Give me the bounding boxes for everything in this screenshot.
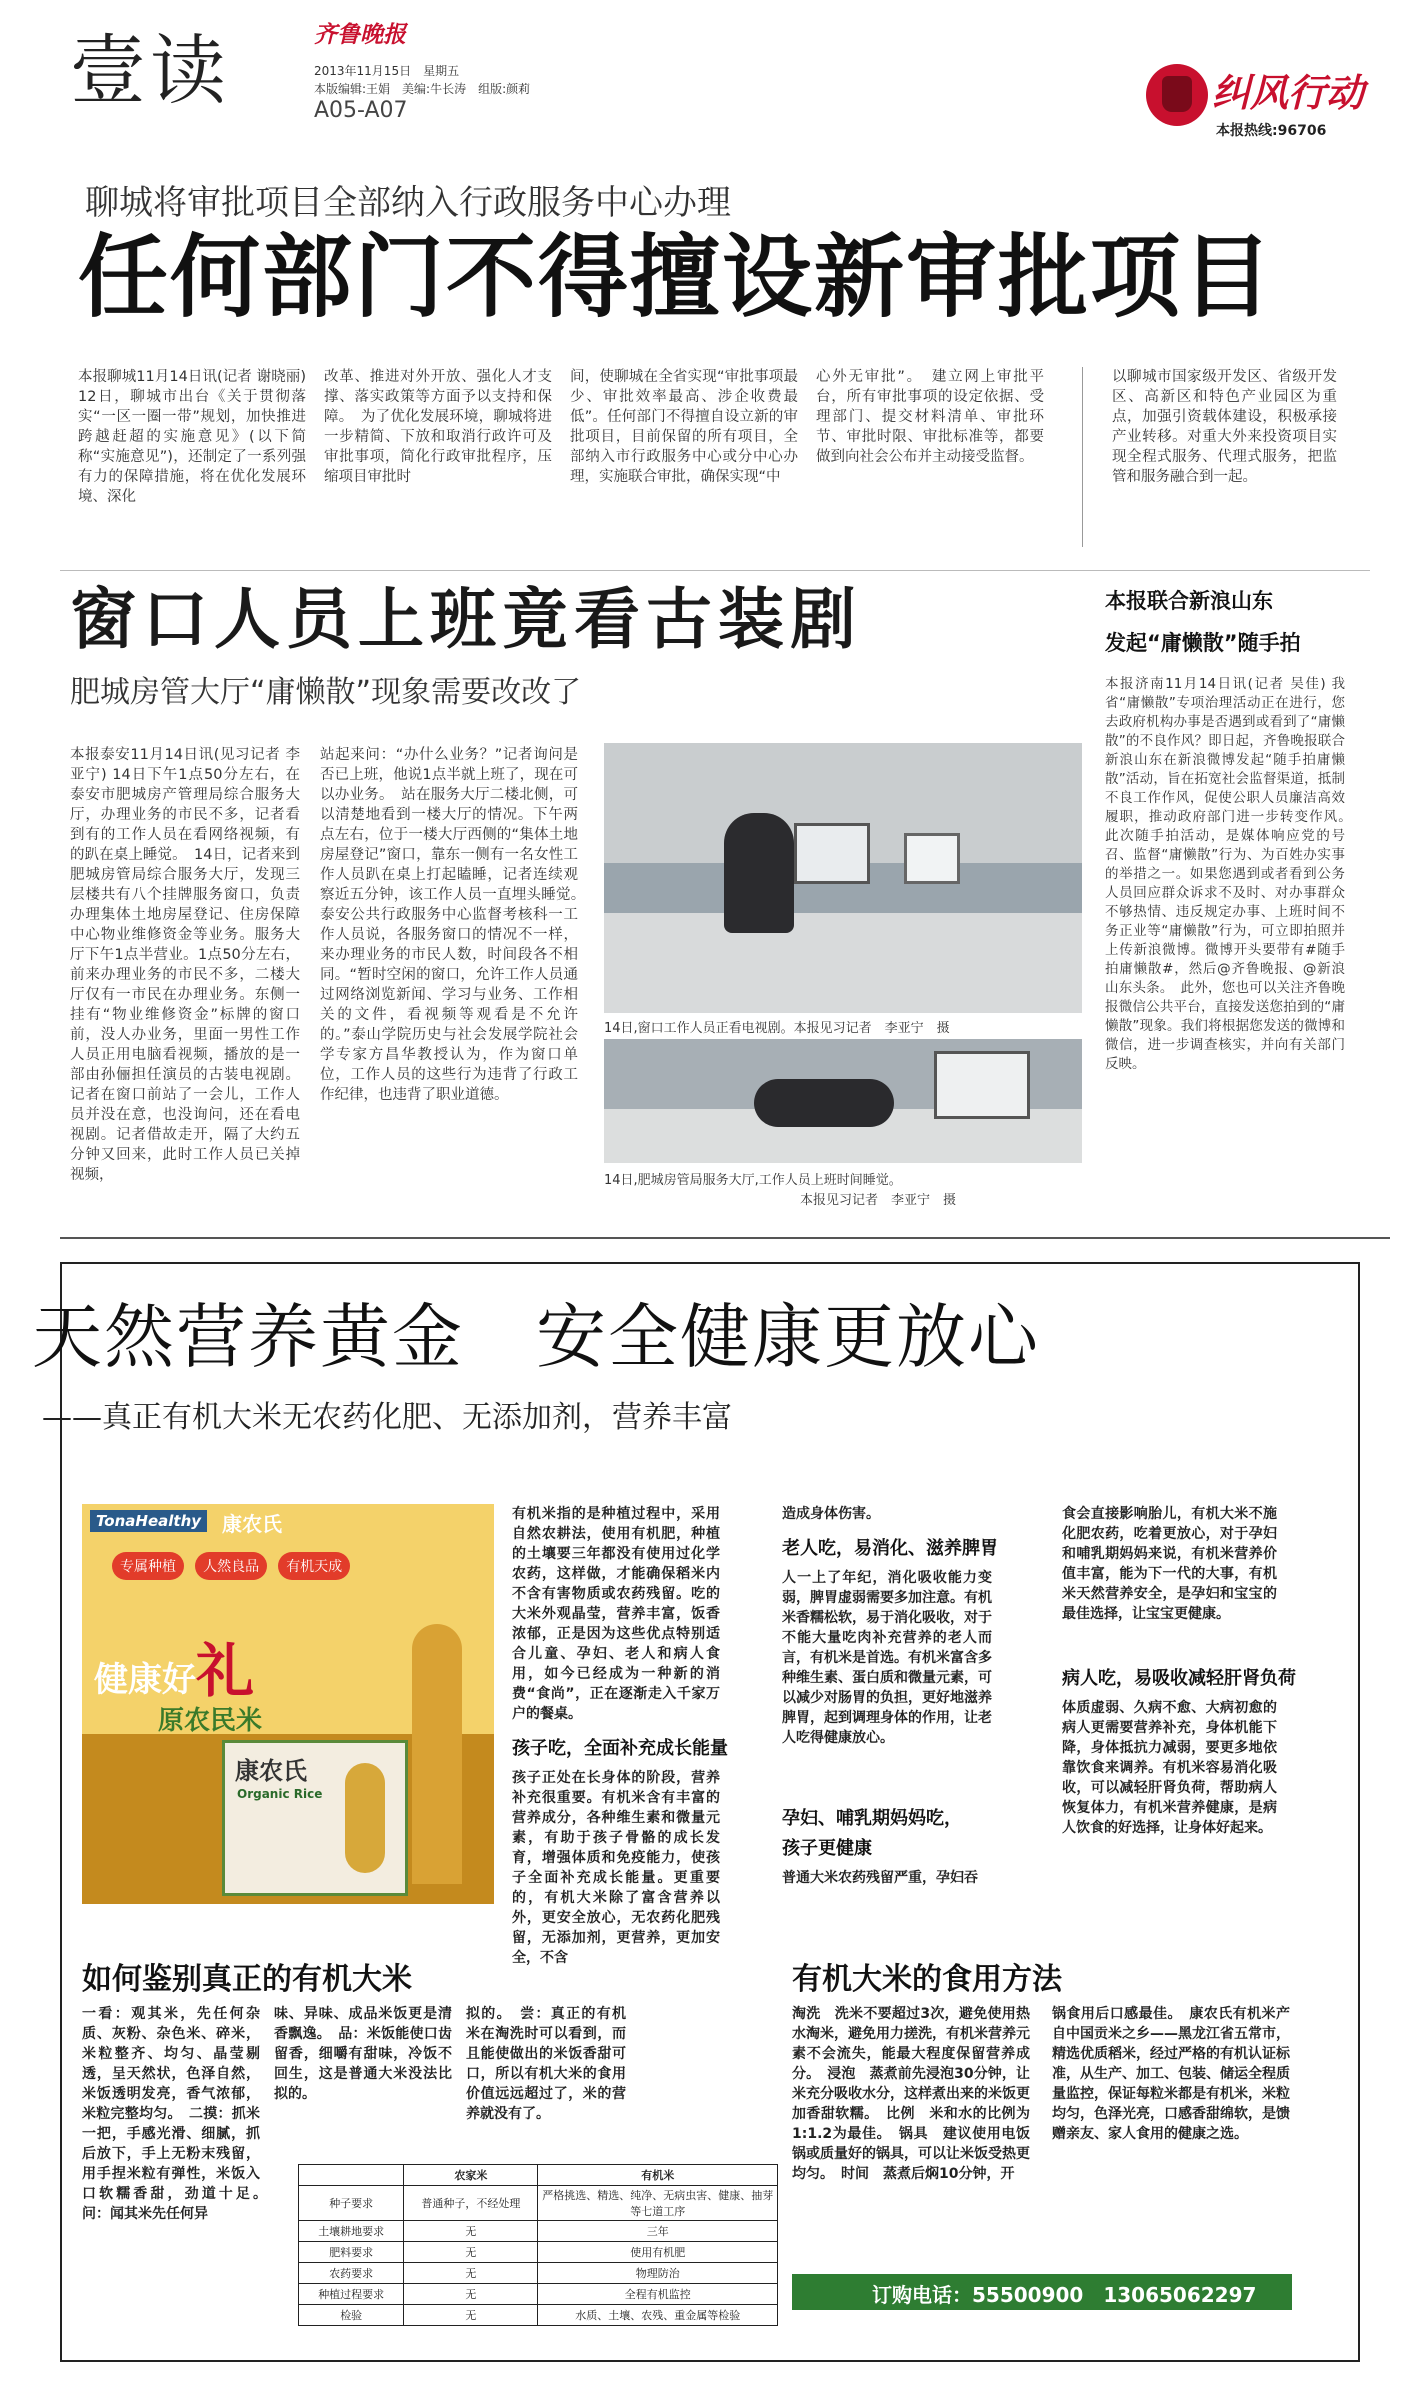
slogan-part-a: 健康好 xyxy=(94,1660,196,1700)
photo2-credit: 本报见习记者 李亚宁 摄 xyxy=(800,1193,957,1208)
product-box xyxy=(222,1740,408,1896)
hotline-label: 本报热线: xyxy=(1216,123,1278,139)
table-cell: 无 xyxy=(404,2221,538,2242)
masthead xyxy=(0,0,1409,165)
box-brand: 康农氏 xyxy=(235,1757,307,1785)
table-row xyxy=(299,2263,778,2284)
article1-kicker: 聊城将审批项目全部纳入行政服务中心办理 xyxy=(85,183,731,223)
slogan-part-c: 原农民米 xyxy=(158,1706,263,1736)
product-tag-1: 专属种植 xyxy=(112,1552,184,1580)
ad-col2-body: 人一上了年纪，消化吸收能力变弱，脾胃虚弱需要多加注意。有机米香糯松软，易于消化吸收，对于不能大量吃肉补充营养的老人而言，有机米是首选。有机米富含多种维生素、蛋白质和微量元素，可以减少对肠胃的负担，更好地滋养脾胃，起到调理身体的作用，让老人吃得健康放心。 xyxy=(782,1570,992,1746)
article1-headline: 任何部门不得擅设新审批项目 xyxy=(78,225,1274,330)
table-cell: 无 xyxy=(404,2305,538,2326)
section-title: 壹读 xyxy=(70,26,230,115)
ad-subline: ——真正有机大米无农药化肥、无添加剂，营养丰富 xyxy=(42,1400,732,1435)
product-tag-2: 人然良品 xyxy=(195,1552,267,1580)
photo-desk xyxy=(604,913,1082,1013)
campaign-title: 纠风行动 xyxy=(1212,70,1365,115)
ad-col1-intro: 有机米指的是种植过程中，采用自然农耕法，使用有机肥，种植的土壤要三年都没有使用过化学农药，这样做，才能确保稻米内不含有害物质或农药残留。吃的大米外观晶莹，营养丰富，饭香浓郁，正是因为这些优点特别适合儿童、孕妇、老人和病人食用，如今已经成为一种新的消费“食尚”，正在逐渐走入千家万户的餐桌。 xyxy=(512,1506,720,1722)
staff-line: 本版编辑:王娟 美编:牛长涛 组版:颜莉 xyxy=(314,82,531,96)
hotline-number: 96706 xyxy=(1277,123,1327,139)
table-cell: 全程有机监控 xyxy=(538,2284,778,2305)
article2-col-1: 本报泰安11月14日讯(见习记者 李亚宁) 14日下午1点50分左右，在泰安市肥城房产管理局综合服务大厅，办理业务的市民不多，记者看到有的工作人员在看网络视频，有的趴在桌上睡觉。 14日，记者来到肥城房管局综合服务大厅，发现三层楼共有八个挂牌服务窗口，负责办理集体土地房屋登记、住房保障中心物业维修资金等业务。服务大厅下午1点半营业。1点50分左右，前来办理业务的市民不多，二楼大厅仅有一市民在办理业务。东侧一挂有“物业维修资金”标牌的窗口前，没人办业务，里面一男性工作人员正用电脑看视频，播放的是一部由孙俪担任演员的古装电视剧。记者在窗口前站了一会儿，工作人员并没在意，也没询问，还在看电视剧。记者借故走开，隔了大约五分钟又回来，此时工作人员已关掉视频， xyxy=(70,747,300,1183)
identify-col-3: 拟的。 尝：真正的有机米在淘洗时可以看到，而且能使做出的米饭香甜可口，所以有机大米的食用价值远远超过了，米的营养就没有了。 xyxy=(466,2006,626,2122)
product-tag-3: 有机天成 xyxy=(278,1552,350,1580)
photo-monitor xyxy=(794,823,870,884)
photo-sleeping xyxy=(604,1039,1082,1163)
table-row xyxy=(299,2284,778,2305)
table-row xyxy=(299,2186,778,2221)
table-cell: 水质、土壤、农残、重金属等检验 xyxy=(538,2305,778,2326)
table-cell: 物理防治 xyxy=(538,2263,778,2284)
table-cell: 肥料要求 xyxy=(299,2242,404,2263)
photo-monitor-3 xyxy=(934,1051,1030,1119)
table-cell: 种植过程要求 xyxy=(299,2284,404,2305)
identify-title: 如何鉴别真正的有机大米 xyxy=(82,1962,412,1997)
article1-col-5: 以聊城市国家级开发区、省级开发区、高新区和特色产业园区为重点，加强引资载体建设，积极承接产业转移。对重大外来投资项目实现全程式服务、代理式服务，把监管和服务融合到一起。 xyxy=(1112,369,1337,485)
article1-col-3: 间，使聊城在全省实现“审批事项最少、审批效率最高、涉企收费最低”。任何部门不得擅自设立新的审批项目，目前保留的所有项目，全部纳入市行政服务中心或分中心办理，实施联合审批，确保实现“中 xyxy=(570,369,798,485)
page-range: A05-A07 xyxy=(314,98,408,123)
ad-col2-subhead-3: 孩子更健康 xyxy=(782,1838,872,1859)
order-label: 订购电话： xyxy=(872,2283,972,2307)
table-row xyxy=(299,2305,778,2326)
photo-sleeping-person xyxy=(754,1079,894,1127)
photo-person xyxy=(724,813,794,933)
ad-col3-body: 食会直接影响胎儿，有机大米不施化肥农药，吃着更放心，对于孕妇和哺乳期妈妈来说，有机米营养价值丰富，能为下一代的大事，有机米天然营养安全，是孕妇和宝宝的最佳选择，让宝宝更健康。 xyxy=(1062,1506,1277,1622)
brand-name-cn: 康农氏 xyxy=(222,1512,282,1536)
ad-col3-body-2: 体质虚弱、久病不愈、大病初愈的病人更需要营养补充，身体机能下降，身体抵抗力减弱，要更多地依靠饮食来调养。有机米容易消化吸收，可以减轻肝肾负荷，帮助病人恢复体力，有机米营养健康，是病人饮食的好选择，让身体好起来。 xyxy=(1062,1700,1277,1836)
comparison-table xyxy=(298,2164,778,2326)
usage-col-1: 淘洗 洗米不要超过3次，避免使用热水淘米，避免用力搓洗，有机米营养元素不会流失，能最大程度保留营养成分。 浸泡 蒸煮前先浸泡30分钟，让米充分吸收水分，这样煮出来的米饭更加香甜软糯。 比例 米和水的比例为1:1.2为最佳。 锅具 建议使用电饭锅或质量好的锅具，可以让米饭受热更均匀。 时间 蒸煮后焖10分钟，开 xyxy=(792,2006,1030,2182)
table-cell: 无 xyxy=(404,2242,538,2263)
table-cell: 种子要求 xyxy=(299,2186,404,2221)
campaign-logo xyxy=(1140,58,1390,150)
article2-col-2: 站起来问：“办什么业务？”记者询问是否已上班，他说1点半就上班了，现在可以办业务。 站在服务大厅二楼北侧，可以清楚地看到一楼大厅的情况。下午两点左右，位于一楼大厅西侧的“集体土地房屋登记”窗口，靠东一侧有一名女性工作人员趴在桌上打起瞌睡，记者连续观察近五分钟，该工作人员一直埋头睡觉。 泰安公共行政服务中心监督考核科一工作人员说，各服务窗口的情况不一样，来办理业务的市民人数，时间段各不相同。“暂时空闲的窗口，允许工作人员通过网络浏览新闻、学习与业务、工作相关的文件，看视频等观看是不允许的。”泰山学院历史与社会发展学院社会学专家方昌华教授认为，作为窗口单位，工作人员的这些行为违背了行政工作纪律，也违背了职业道德。 xyxy=(320,747,593,1103)
table-cell: 农药要求 xyxy=(299,2263,404,2284)
rice-stalk-icon xyxy=(412,1624,462,1884)
ad-col2-tail: 普通大米农药残留严重，孕妇吞 xyxy=(782,1870,978,1886)
photo-watching-video xyxy=(604,743,1082,1013)
article-1 xyxy=(0,165,1409,565)
table-header-cell: 农家米 xyxy=(404,2165,538,2186)
table-row xyxy=(299,2221,778,2242)
date-line: 2013年11月15日 星期五 xyxy=(314,64,460,78)
article-2 xyxy=(0,575,1100,1235)
table-cell: 土壤耕地要求 xyxy=(299,2221,404,2242)
product-image xyxy=(82,1504,494,1904)
order-phone-line xyxy=(872,2279,1256,2308)
column-divider xyxy=(1082,367,1083,547)
article1-col-1: 本报聊城11月14日讯(记者 谢晓丽) 12日，聊城市出台《关于贯彻落实“一区一圈一带”规划，加快推进跨越赶超的实施意见》(以下简称“实施意见”)，还制定了一系列强有力的保障措施，将在优化发展环境、深化 xyxy=(78,369,306,505)
table-cell: 严格挑选、精选、纯净、无病虫害、健康、抽芽等七道工序 xyxy=(538,2186,778,2221)
article2-headline: 窗口人员上班竟看古装剧 xyxy=(70,581,862,658)
table-cell: 无 xyxy=(404,2284,538,2305)
order-phone: 55500900 13065062297 xyxy=(972,2283,1257,2307)
usage-col-2: 锅食用后口感最佳。 康农氏有机米产自中国贡米之乡——黑龙江省五常市，精选优质稻米，经过严格的有机认证标准，从生产、加工、包装、储运全程质量监控，保证每粒米都是有机米，米粒均匀，色泽光亮，口感香甜绵软，是馈赠亲友、家人食用的健康之选。 xyxy=(1052,2006,1290,2142)
paper-name-logo: 齐鲁晚报 xyxy=(314,21,406,48)
sidebar-title-2: 发起“庸懒散”随手拍 xyxy=(1105,631,1301,655)
hotline xyxy=(1216,120,1326,140)
table-header-cell xyxy=(299,2165,404,2186)
sidebar-body: 本报济南11月14日讯(记者 吴佳) 我省“庸懒散”专项治理活动正在进行，您去政府机构办事是否遇到或看到了“庸懒散”的不良作风？即日起，齐鲁晚报联合新浪山东在新浪微博发起“随手拍庸懒散”活动，旨在拓宽社会监督渠道，抵制不良工作作风，促使公职人员廉洁高效履职，推动政府部门进一步转变作风。 此次随手拍活动，是媒体响应党的号召、监督“庸懒散”行为、为百姓办实事的举措之一。如果您遇到或者看到公务人员回应群众诉求不及时、对办事群众不够热情、违反规定办事、上班时间不务正业等“庸懒散”行为，可立即拍照并上传新浪微博。微博开头要带有#随手拍庸懒散#，然后@齐鲁晚报、@新浪山东头条。 此外，您也可以关注齐鲁晚报微信公共平台，直接发送您拍到的“庸懒散”现象。我们将根据您发送的微博和微信，进一步调查核实，并向有关部门反映。 xyxy=(1105,676,1359,1072)
photo2-caption: 14日,肥城房管局服务大厅,工作人员上班时间睡觉。 xyxy=(604,1173,902,1188)
ad-col3-subhead: 病人吃，易吸收减轻肝肾负荷 xyxy=(1062,1668,1296,1689)
fist-icon-mark xyxy=(1162,76,1192,112)
slogan-part-b: 礼 xyxy=(196,1637,255,1705)
identify-col-2: 味、异味、成品米饭更是清香飘逸。 品：米饭能使口齿留香，细嚼有甜味，冷饭不回生，这是普通大米没法比拟的。 xyxy=(274,2006,452,2102)
table-cell: 无 xyxy=(404,2263,538,2284)
ad-col2-lead: 造成身体伤害。 xyxy=(782,1506,880,1522)
article1-col-4: 心外无审批”。 建立网上审批平台，所有审批事项的设定依据、受理部门、提交材料清单、审批环节、审批时限、审批标准等，都要做到向社会公布并主动接受监督。 xyxy=(816,369,1044,465)
photo-monitor-2 xyxy=(904,833,960,884)
product-tags xyxy=(112,1552,472,1580)
table-cell: 使用有机肥 xyxy=(538,2242,778,2263)
ad-col2-subhead: 老人吃，易消化、滋养脾胃 xyxy=(782,1538,998,1559)
product-slogan xyxy=(94,1624,254,1708)
section-divider xyxy=(60,570,1370,571)
box-en: Organic Rice xyxy=(237,1787,323,1801)
box-rice-icon xyxy=(345,1763,385,1873)
brand-logo: TonaHealthy xyxy=(90,1510,207,1532)
sidebar-campaign xyxy=(1100,575,1360,1235)
ad-rice xyxy=(32,1262,1360,2362)
table-row xyxy=(299,2242,778,2263)
identify-col-1: 一看：观其米，先任何杂质、灰粉、杂色米、碎米，米粒整齐、均匀、晶莹剔透，呈天然状，色泽自然，米饭透明发亮，香气浓郁，米粒完整均匀。 二摸：抓米一把，手感光滑、细腻，抓后放下，手上无粉末残留，用手捏米粒有弹性，米饭入口软糯香甜，劲道十足。 问：闻其米先任何异 xyxy=(82,2006,274,2222)
table-cell: 三年 xyxy=(538,2221,778,2242)
article2-subhead: 肥城房管大厅“庸懒散”现象需要改改了 xyxy=(70,675,582,710)
ad-col1-subhead: 孩子吃，全面补充成长能量 xyxy=(512,1738,728,1759)
order-bar xyxy=(792,2274,1292,2310)
ad-col2-subhead-2: 孕妇、哺乳期妈妈吃， xyxy=(782,1808,962,1829)
table-cell: 检验 xyxy=(299,2305,404,2326)
photo1-caption: 14日,窗口工作人员正看电视剧。本报见习记者 李亚宁 摄 xyxy=(604,1021,950,1036)
table-cell: 普通种子，不经处理 xyxy=(404,2186,538,2221)
ad-col1-body: 孩子正处在长身体的阶段，营养补充很重要。有机米含有丰富的营养成分，各种维生素和微量元素，有助于孩子骨骼的成长发育，增强体质和免疫能力，使孩子全面补充成长能量。更重要的，有机大米除了富含营养以外，更安全放心，无农药化肥残留，无添加剂，更营养，更加安全，不含 xyxy=(512,1770,720,1966)
article1-col-2: 改革、推进对外开放、强化人才支撑、落实政策等方面予以支持和保障。 为了优化发展环境，聊城将进一步精简、下放和取消行政许可及审批事项，简化行政审批程序，压缩项目审批时 xyxy=(324,369,552,485)
table-header-row xyxy=(299,2165,778,2186)
usage-title: 有机大米的食用方法 xyxy=(792,1962,1062,1997)
table-header-cell: 有机米 xyxy=(538,2165,778,2186)
sidebar-title-1: 本报联合新浪山东 xyxy=(1105,589,1273,613)
page-separator xyxy=(60,1237,1390,1239)
ad-headline: 天然营养黄金 安全健康更放心 xyxy=(32,1296,1040,1378)
